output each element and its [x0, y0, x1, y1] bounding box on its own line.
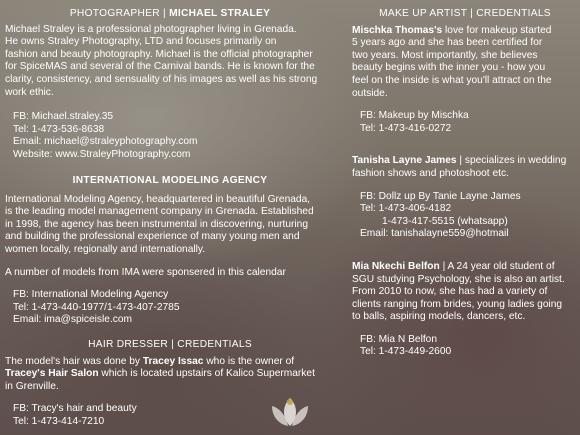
bio-line: for SpiceMAS and several of the Carnival bands. He is known for the	[5, 61, 315, 73]
mia-contacts	[352, 334, 578, 359]
agency-note: A number of models from IMA were sponsered in this calendar	[5, 266, 286, 278]
contact-fb: FB: International Modeling Agency	[13, 289, 169, 301]
contact-tel: Tel: 1-473-536-8638	[13, 123, 105, 135]
photographer-section	[5, 8, 335, 162]
hair-line: The model's hair was done by Tracey Issac who is the owner of	[5, 355, 295, 367]
hair-line: Tracey's Hair Salon which is located upstairs of Kalico Supermarket	[5, 368, 315, 380]
hairdresser-name: Tracey Issac	[142, 355, 204, 367]
hair-line: in Grenville.	[5, 380, 59, 392]
contact-fb: FB: Tracy's hair and beauty	[13, 403, 137, 415]
mischka-name: Mischka Thomas's	[352, 24, 443, 36]
lotus-logo-icon	[268, 392, 312, 432]
tanisha-contacts	[352, 191, 578, 241]
photographer-contacts	[5, 111, 335, 161]
contact-tel: Tel: 1-473-449-2600	[360, 346, 452, 358]
bio-line: work ethic.	[5, 86, 54, 98]
hair-text	[5, 356, 335, 394]
photographer-bio	[5, 24, 335, 100]
bio-line: fashion and beauty photography. Michael is the official photographer	[5, 48, 313, 60]
makeup-heading: MAKE UP ARTIST | CREDENTIALS	[379, 8, 551, 19]
contact-fb: FB: Mia N Belfon	[360, 333, 437, 345]
hair-heading: HAIR DRESSER | CREDENTIALS	[88, 339, 252, 350]
contact-fb: FB: Makeup by Mischka	[360, 110, 469, 122]
contact-tel: Tel: 1-473-414-7210	[13, 415, 105, 427]
makeup-section	[352, 8, 578, 359]
mia-profile: Mia Nkechi Belfon | A 24 year old student of SGU studying Psychology, she is also an artist. From 2010 to now, she has had a variety of clients ranging from brides, young ladies going to balls, aspiring models, dancers, etc. FB: Mia N Belfon Tel: 1-473-449-2600	[352, 261, 578, 359]
bio-line: is the leading model management company in Grenada. Established	[5, 206, 314, 218]
contact-email: Email: tanishalayne559@hotmail	[360, 228, 509, 240]
tanisha-profile: Tanisha Layne James | specializes in wedding fashion shows and photoshoot etc. FB: Dollz up By Tanie Layne James Tel: 1-473-406-4182 1-473-417-5515 (whatsapp) Email: tanishalayne559@hotmail	[352, 155, 578, 241]
bio-line: and building the professional experience of many young men and	[5, 231, 300, 243]
contact-email: Email: ima@spiceisle.com	[13, 314, 133, 326]
mia-name: Mia Nkechi Belfon	[352, 260, 440, 272]
bio-line: clarity, consistency, and sensuality of his images as well as his strong	[5, 73, 318, 85]
contact-email: Email: michael@straleyphotography.com	[13, 136, 198, 148]
photographer-name: MICHAEL STRALEY	[169, 8, 271, 19]
bio-line: International Modeling Agency, headquartered in beautiful Grenada,	[5, 193, 311, 205]
bio-line: in 1998, the agency has been instrumental in discovering, nurturing	[5, 218, 308, 230]
contact-fb: FB: Dollz up By Tanie Layne James	[360, 190, 521, 202]
photographer-heading: PHOTOGRAPHER | MICHAEL STRALEY	[69, 8, 271, 19]
bio-line: Michael Straley is a professional photographer living in Grenada.	[5, 23, 297, 35]
agency-section	[5, 175, 335, 327]
contact-website: Website: www.StraleyPhotography.com	[13, 148, 191, 160]
tanisha-name: Tanisha Layne James	[352, 155, 457, 167]
contact-tel: Tel: 1-473-440-1977/1-473-407-2785	[13, 301, 180, 313]
mischka-contacts	[352, 110, 578, 135]
contact-tel: Tel: 1-473-406-4182	[360, 203, 452, 215]
agency-contacts	[5, 289, 335, 327]
bio-line: He owns Straley Photography, LTD and focuses primarily on	[5, 36, 277, 48]
contact-tel-whatsapp: 1-473-417-5515 (whatsapp)	[382, 215, 508, 227]
contact-fb: FB: Michael.straley.35	[13, 111, 114, 123]
contact-tel: Tel: 1-473-416-0272	[360, 122, 452, 134]
agency-bio	[5, 194, 335, 257]
salon-name: Tracey's Hair Salon	[5, 368, 99, 380]
mischka-profile: Mischka Thomas's love for makeup started 5 years ago and she has been certified for two years. Most importantly, she believes beauty begins with the inner you - how you feel on the inside is what you'll attract on the outside. FB: Makeup by Mischka Tel: 1-473-416-0272	[352, 25, 578, 136]
bio-line: women locally, regionally and internationally.	[5, 243, 206, 255]
agency-heading: INTERNATIONAL MODELING AGENCY	[72, 175, 268, 186]
